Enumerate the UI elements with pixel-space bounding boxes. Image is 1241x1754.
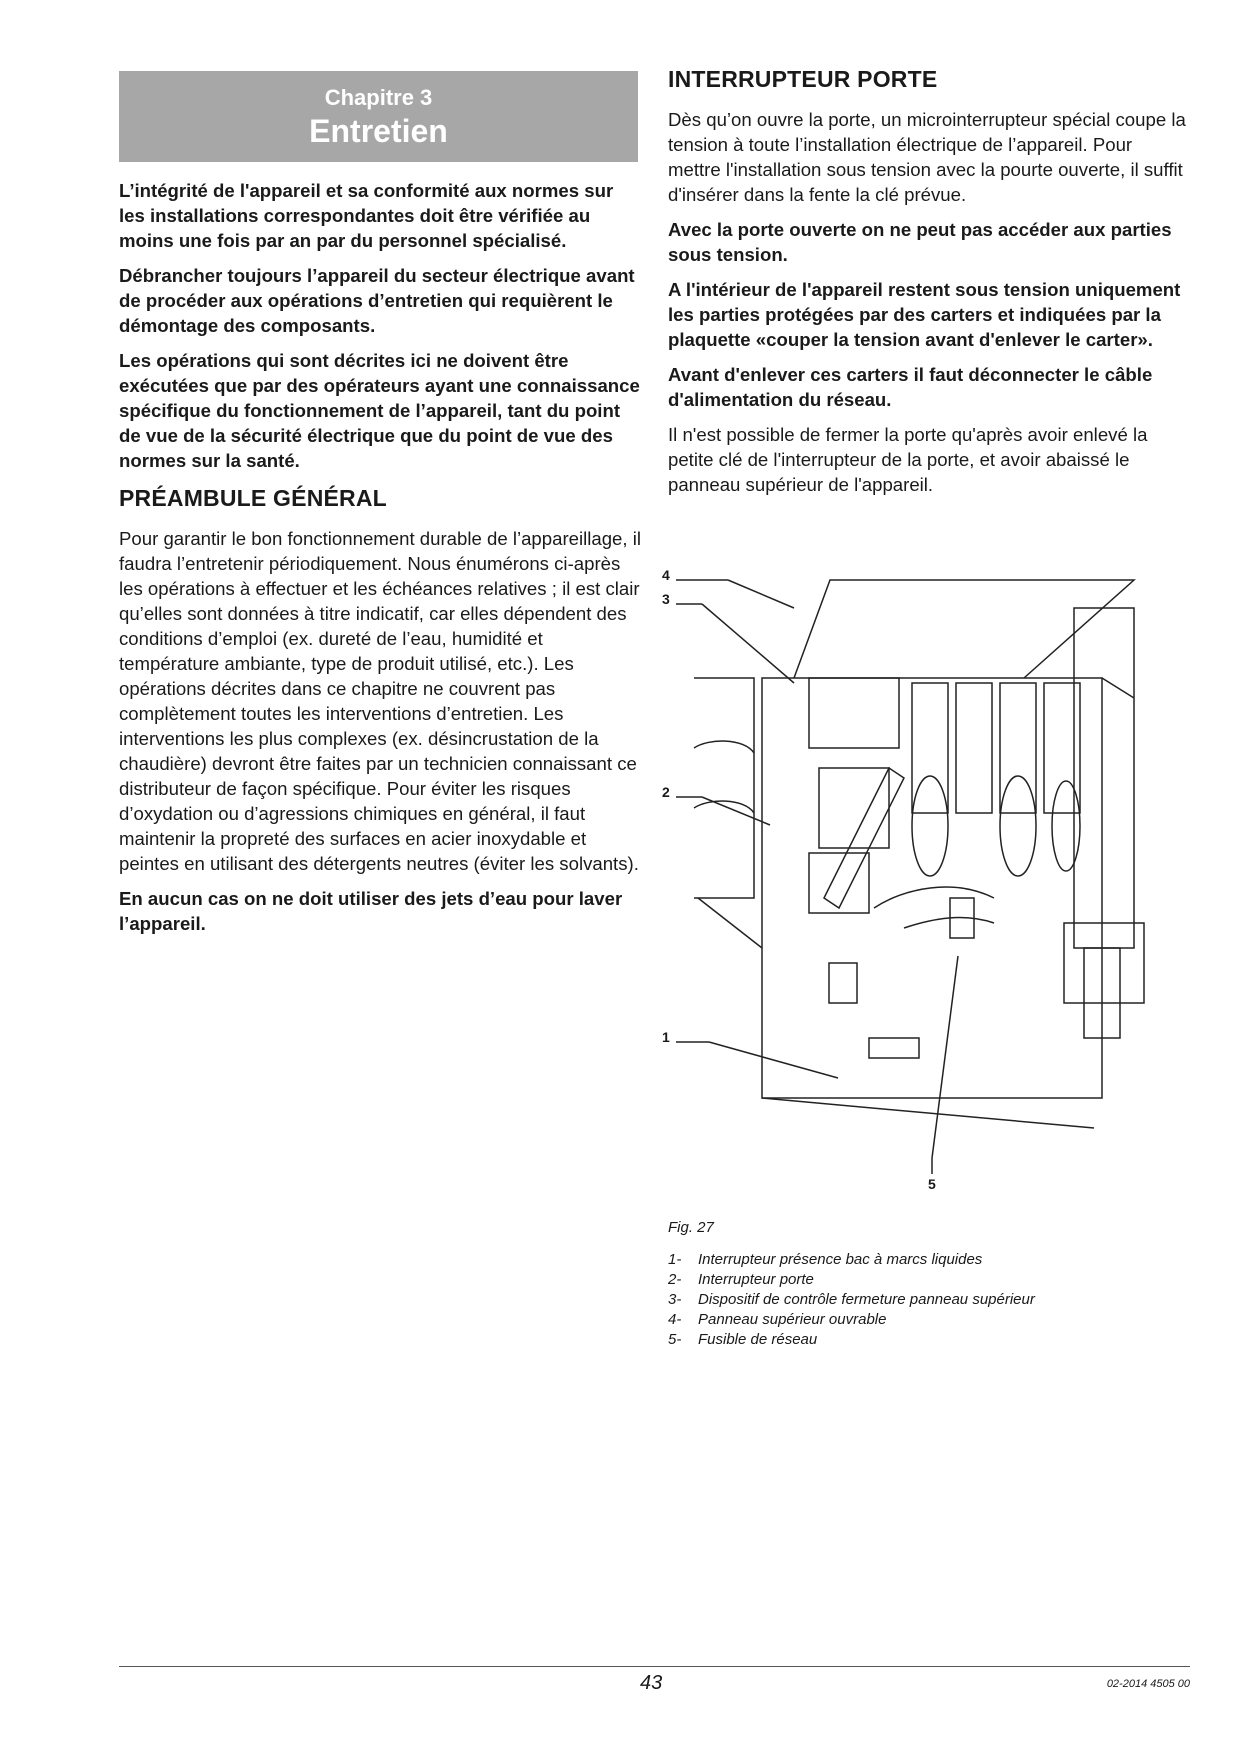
intro-paragraph-3: Les opérations qui sont décrites ici ne doivent être exécutées que par des opérateurs ayant une connaissance spécifique du fonctionnement de l’appareil, tant du point de vue de la sécurité électrique que du point de vue des normes sur la santé. xyxy=(119,350,640,471)
door-switch-text-2: Il n'est possible de fermer la porte qu'après avoir enlevé la petite clé de l'interrupteur de la porte, et avoir abaissé le panneau supérieur de l'appareil. xyxy=(668,424,1148,495)
warning-paragraph: En aucun cas on ne doit utiliser des jets d’eau pour laver l’appareil. xyxy=(119,888,623,934)
machine-drawing xyxy=(664,568,1164,1208)
legend-item xyxy=(668,1310,1035,1330)
legend-number: 4- xyxy=(668,1311,682,1328)
legend-text: Panneau supérieur ouvrable xyxy=(698,1311,887,1328)
chapter-header xyxy=(119,71,638,162)
legend-text: Dispositif de contrôle fermeture panneau supérieur xyxy=(698,1291,1035,1308)
callout-4: 4 xyxy=(662,567,670,583)
door-switch-bold-2: A l'intérieur de l'appareil restent sous tension uniquement les parties protégées par des carters et indiquées par la plaquette «couper la tension avant d'enlever le carter». xyxy=(668,279,1181,350)
callout-3: 3 xyxy=(662,591,670,607)
door-switch-bold-1: Avec la porte ouverte on ne peut pas accéder aux parties sous tension. xyxy=(668,219,1172,265)
figure-caption: Fig. 27 xyxy=(668,1219,714,1236)
legend-item xyxy=(668,1330,1035,1350)
legend-text: Fusible de réseau xyxy=(698,1331,818,1348)
right-column xyxy=(668,66,1188,507)
door-switch-text-1: Dès qu’on ouvre la porte, un microinterrupteur spécial coupe la tension à toute l’installation électrique de l’appareil. Pour mettre l'installation sous tension avec la pourte ouverte, il suffit d'insérer dans la fente la clé prévue. xyxy=(668,109,1186,205)
legend-number: 1- xyxy=(668,1251,682,1268)
callout-1: 1 xyxy=(662,1029,670,1045)
section-title-interrupteur: INTERRUPTEUR PORTE xyxy=(668,66,938,92)
legend-text: Interrupteur présence bac à marcs liquides xyxy=(698,1251,983,1268)
callout-2: 2 xyxy=(662,784,670,800)
legend-number: 5- xyxy=(668,1331,682,1348)
door-switch-bold-3: Avant d'enlever ces carters il faut déconnecter le câble d'alimentation du réseau. xyxy=(668,364,1153,410)
legend-text: Interrupteur porte xyxy=(698,1271,814,1288)
page-number: 43 xyxy=(640,1672,663,1694)
left-column xyxy=(119,178,641,946)
intro-paragraph-1: L’intégrité de l'appareil et sa conformité aux normes sur les installations correspondantes doit être vérifiée au moins une fois par an par du personnel spécialisé. xyxy=(119,180,614,251)
chapter-title: Entretien xyxy=(309,113,448,149)
callout-5: 5 xyxy=(928,1176,936,1192)
intro-paragraph-2: Débrancher toujours l’appareil du secteur électrique avant de procéder aux opérations d’entretien qui requièrent le démontage des composants. xyxy=(119,265,635,336)
figure-legend xyxy=(668,1250,1035,1350)
section-title-preambule: PRÉAMBULE GÉNÉRAL xyxy=(119,485,387,511)
preambule-text: Pour garantir le bon fonctionnement durable de l’appareillage, il faudra l’entretenir périodiquement. Nous énumérons ci-après les opérations à effectuer et les échéances relatives ; il est clair qu’elles sont données à titre indicatif, car elles dépendent des conditions d’emploi (ex. dureté de l’eau, humidité et température ambiante, type de produit utilisé, etc.). Les opérations décrites dans ce chapitre ne couvrent pas complètement toutes les interventions d’entretien. Les interventions les plus complexes (ex. désincrustation de la chaudière) devront être faites par un technicien connaissant ce distributeur de façon spécifique. Pour éviter les risques d’oxydation ou d’agressions chimiques en général, il faut maintenir la propreté des surfaces en acier inoxydable et peintes en utilisant des détergents neutres (éviter les solvants). xyxy=(119,528,641,874)
legend-item xyxy=(668,1270,1035,1290)
machine-diagram xyxy=(664,568,1164,1208)
chapter-number: Chapitre 3 xyxy=(324,85,433,110)
legend-item xyxy=(668,1290,1035,1310)
document-code: 02-2014 4505 00 xyxy=(1106,1678,1190,1690)
legend-number: 2- xyxy=(668,1271,682,1288)
legend-item xyxy=(668,1250,1035,1270)
footer-rule xyxy=(119,1666,1190,1667)
legend-number: 3- xyxy=(668,1291,682,1308)
